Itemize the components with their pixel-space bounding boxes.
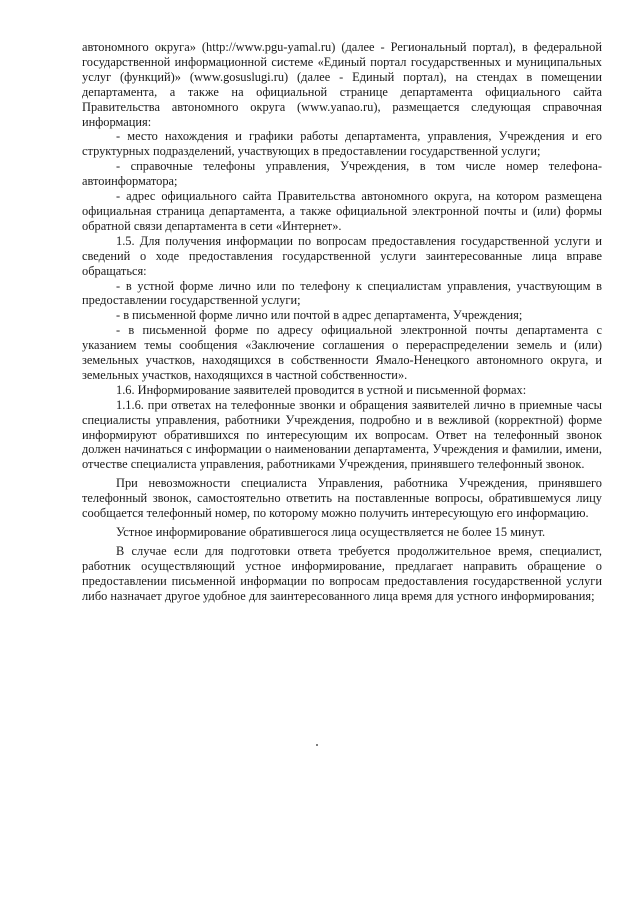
paragraph-email-form: - в письменной форме по адресу официальной электронной почты департамента с указанием темы сообщения «Заключение соглашения о перераспределении земель и (или) земельных участков, находящихся в собственности Ямало-Ненецкого автономного округа, и земельных участков, находящихся в частной собственности».	[82, 323, 602, 382]
paragraph-website-address: - адрес официального сайта Правительства автономного округа, на котором размещена официальная страница департамента, а также официальной электронной почты и (или) формы обратной связи департамента в сети «Интернет».	[82, 189, 602, 233]
paragraph-impossibility: При невозможности специалиста Управления, работника Учреждения, принявшего телефонный звонок, самостоятельно ответить на поставленные вопросы, обратившемуся лицу сообщается телефонный номер, по которому можно получить интересующую его информацию.	[82, 476, 602, 521]
scan-speck	[316, 744, 318, 746]
paragraph-phones: - справочные телефоны управления, Учреждения, в том числе номер телефона-автоинформатора;	[82, 159, 602, 189]
paragraph-duration: Устное информирование обратившегося лица осуществляется не более 15 минут.	[116, 525, 546, 539]
paragraph-written-form: - в письменной форме лично или почтой в адрес департамента, Учреждения;	[116, 308, 523, 323]
paragraph-section-1-1-6: 1.1.6. при ответах на телефонные звонки и обращения заявителей лично в приемные часы специалисты управления, работники Учреждения, подробно и в вежливой (корректной) форме информируют обратившихся по интересующим их вопросам. Ответ на телефонный звонок должен начинаться с информации о наименовании департамента, Учреждения и фамилии, имени, отчестве специалиста управления, работниками Учреждения, принявшего телефонный звонок.	[82, 397, 602, 472]
paragraph-location-schedule: - место нахождения и графики работы департамента, управления, Учреждения и его структурных подразделений, участвующих в предоставлении государственной услуги;	[82, 129, 602, 159]
paragraph-oral-form: - в устной форме лично или по телефону к специалистам управления, участвующим в предоставлении государственной услуги;	[82, 278, 602, 308]
paragraph-section-1-5: 1.5. Для получения информации по вопросам предоставления государственной услуги и сведений о ходе предоставления государственной услуги заинтересованные лица вправе обращаться:	[82, 233, 602, 278]
paragraph-long-answer: В случае если для подготовки ответа требуется продолжительное время, специалист, работник осуществляющий устное информирование, предлагает направить обращение о предоставлении письменной информации по вопросам предоставления государственной услуги либо назначает другое удобное для заинтересованного лица время для устного информирования;	[82, 543, 602, 603]
paragraph-section-1-6: 1.6. Информирование заявителей проводится в устной и письменной формах:	[116, 382, 527, 397]
document-body	[82, 40, 602, 604]
paragraph-portals: автономного округа» (http://www.pgu-yamal.ru) (далее - Региональный портал), в федеральной государственной информационной системе «Единый портал государственных и муниципальных услуг (функций)» (www.gosuslugi.ru) (далее - Единый портал), на стендах в помещении департамента, а также на официальной странице департамента официального сайта Правительства автономного округа (www.yanao.ru), размещается следующая справочная информация:	[82, 40, 602, 129]
